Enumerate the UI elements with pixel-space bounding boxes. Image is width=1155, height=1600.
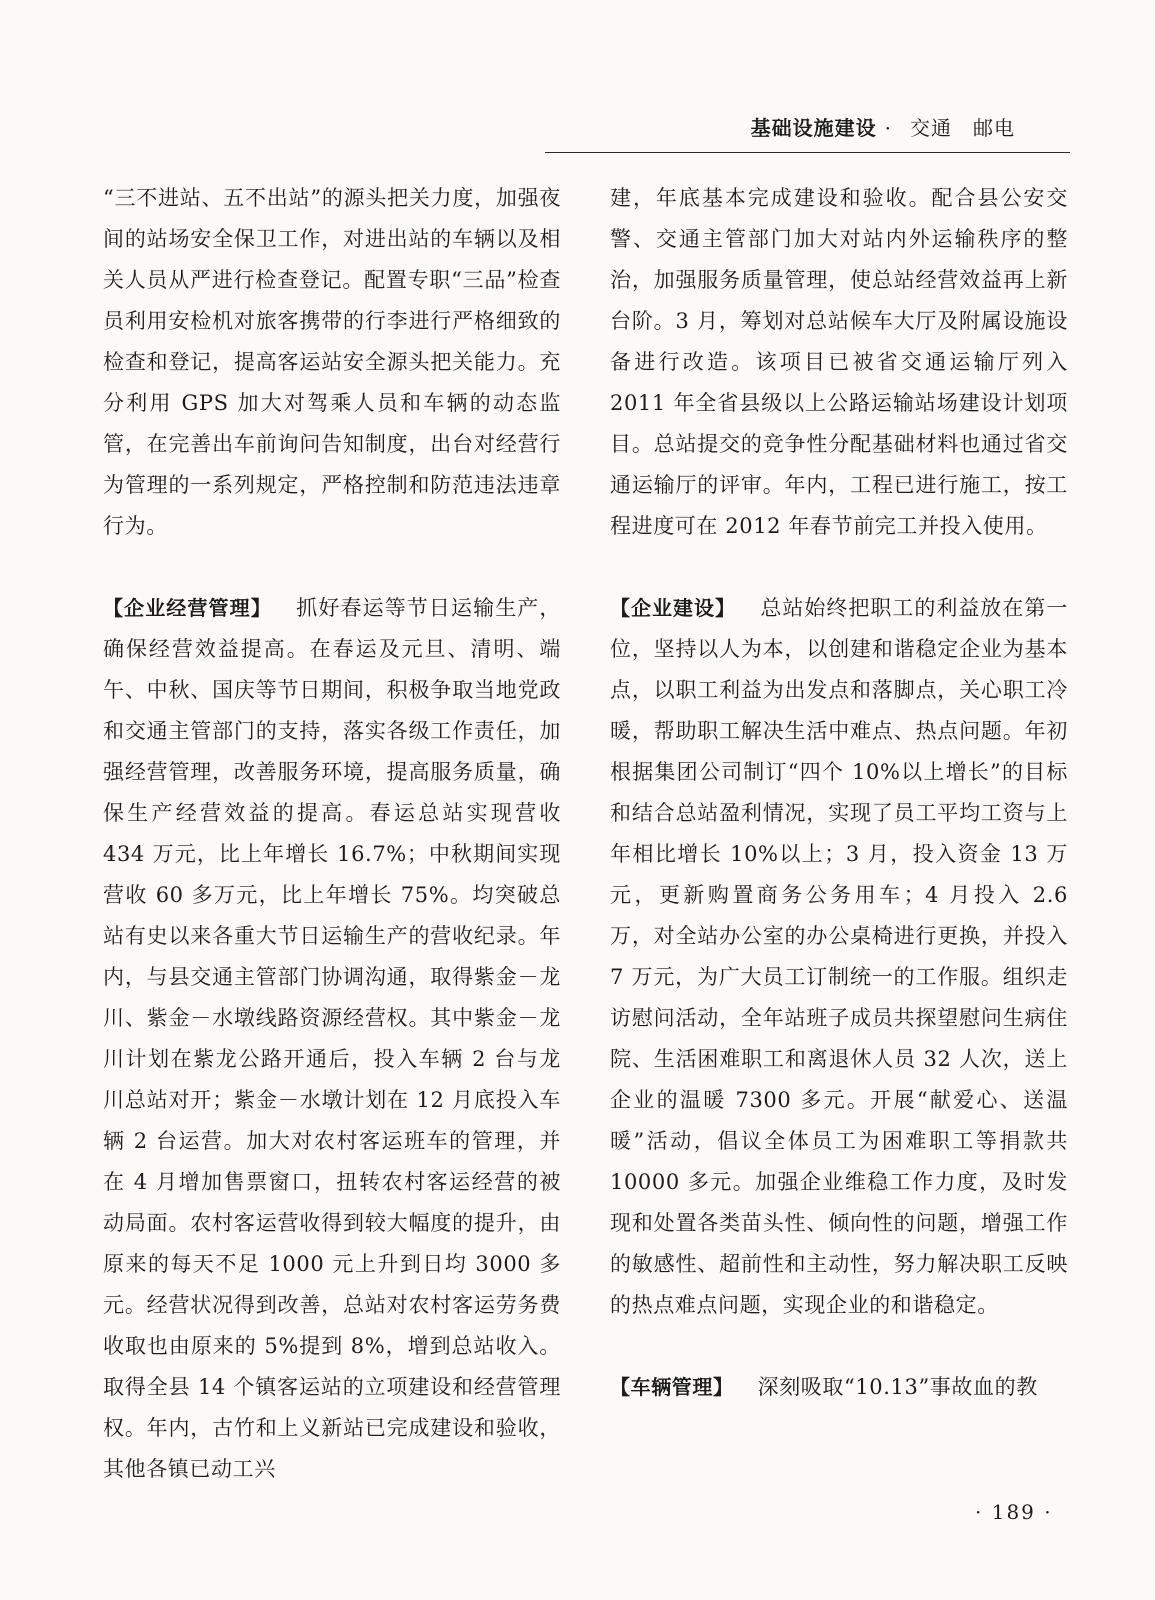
page-number: · 189 · [975,1500,1053,1524]
paragraph [610,588,1068,1326]
header-subsection: 交通 邮电 [910,116,1015,140]
right-column [610,178,1068,1408]
section-tag: 【车辆管理】 [610,1375,734,1399]
header-separator: · [884,116,892,140]
section-tag: 【企业经营管理】 [103,596,272,620]
paragraph-text: 建，年底基本完成建设和验收。配合县公安交警、交通主管部门加大对站内外运输秩序的整治，加强服务质量管理，使总站经营效益再上新台阶。3 月，筹划对总站候车大厅及附属设施设备进行改造。该项目已被省交通运输厅列入 2011 年全省县级以上公路运输站场建设计划项目。总站提交的竞争性分配基础材料也通过省交通运输厅的评审。年内，工程已进行施工，按工程进度可在 2012 年春节前完工并投入使用。 [610,186,1068,538]
paragraph-text: “三不进站、五不出站”的源头把关力度，加强夜间的站场安全保卫工作，对进出站的车辆以及相关人员从严进行检查登记。配置专职“三品”检查员利用安检机对旅客携带的行李进行严格细致的检查和登记，提高客运站安全源头把关能力。充分利用 GPS 加大对驾乘人员和车辆的动态监管，在完善出车前询问告知制度，出台对经营行为管理的一系列规定，严格控制和防范违法违章行为。 [103,186,561,538]
header-section: 基础设施建设 [750,116,877,140]
paragraph-text: 抓好春运等节日运输生产，确保经营效益提高。在春运及元旦、清明、端午、中秋、国庆等节日期间，积极争取当地党政和交通主管部门的支持，落实各级工作责任，加强经营管理，改善服务环境，提高服务质量，确保生产经营效益的提高。春运总站实现营收 434 万元，比上年增长 16.7%；中秋期间实现营收 60 多万元，比上年增长 75%。均突破总站有史以来各重大节日运输生产的营收纪录。年内，与县交通主管部门协调沟通，取得紫金－龙川、紫金－水墩线路资源经营权。其中紫金－龙川计划在紫龙公路开通后，投入车辆 2 台与龙川总站对开；紫金－水墩计划在 12 月底投入车辆 2 台运营。加大对农村客运班车的管理，并在 4 月增加售票窗口，扭转农村客运经营的被动局面。农村客运营收得到较大幅度的提升，由原来的每天不足 1000 元上升到日均 3000 多元。经营状况得到改善，总站对农村客运劳务费收取也由原来的 5%提到 8%，增到总站收入。取得全县 14 个镇客运站的立项建设和经营管理权。年内，古竹和上义新站已完成建设和验收，其他各镇已动工兴 [103,596,561,1481]
running-header [545,112,1055,141]
paragraph [610,1367,1068,1408]
paragraph-text: 总站始终把职工的利益放在第一位，坚持以人为本，以创建和谐稳定企业为基本点，以职工利益为出发点和落脚点，关心职工冷暖，帮助职工解决生活中难点、热点问题。年初根据集团公司制订“四个 10%以上增长”的目标和结合总站盈利情况，实现了员工平均工资与上年相比增长 10%以上；3 月，投入资金 13 万元，更新购置商务公务用车；4 月投入 2.6 万，对全站办公室的办公桌椅进行更换，并投入 7 万元，为广大员工订制统一的工作服。组织走访慰问活动，全年站班子成员共探望慰问生病住院、生活困难职工和离退休人员 32 人次，送上企业的温暖 7300 多元。开展“献爱心、送温暖”活动，倡议全体员工为困难职工等捐款共 10000 多元。加强企业维稳工作力度，及时发现和处置各类苗头性、倾向性的问题，增强工作的敏感性、超前性和主动性，努力解决职工反映的热点难点问题，实现企业的和谐稳定。 [610,596,1068,1317]
paragraph [610,178,1068,547]
left-column [103,178,561,1490]
paragraph [103,588,561,1490]
header-rule [545,152,1070,153]
paragraph-text: 深刻吸取“10.13”事故血的教 [757,1375,1038,1399]
section-tag: 【企业建设】 [610,596,736,620]
paragraph [103,178,561,547]
